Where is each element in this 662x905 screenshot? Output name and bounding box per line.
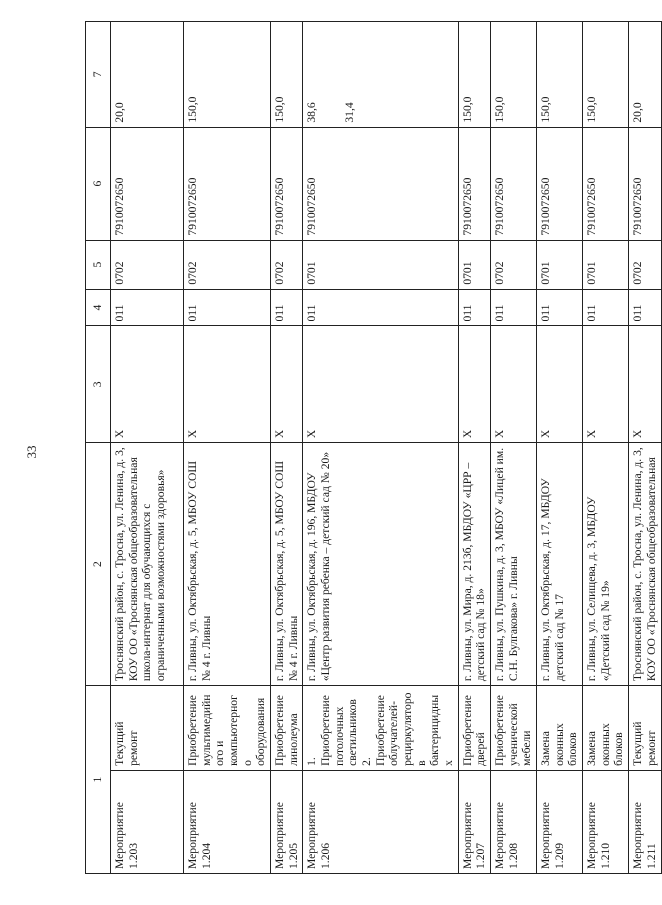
- code-cell: 7910072650: [537, 127, 583, 240]
- table-row: [537, 22, 583, 874]
- address-cell: г. Ливны, ул. Октябрьская, д. 196, МБДОУ «Центр развития ребенка – детский сад № 20»: [303, 443, 458, 686]
- table-body: [86, 22, 662, 874]
- amount-line: 150,0: [539, 96, 553, 123]
- action-line: Текущий ремонт: [631, 721, 658, 766]
- column-3-cell: Х: [458, 326, 490, 443]
- code-cell: 7910072650: [458, 127, 490, 240]
- amount-cell: [303, 22, 458, 128]
- table-row: [184, 22, 271, 874]
- action-line: Замена оконных блоков: [539, 723, 580, 766]
- action-cell: [271, 686, 303, 771]
- event-number-cell: Мероприятие 1.205: [271, 770, 303, 873]
- column-4-cell: 011: [184, 289, 271, 326]
- column-5-cell: 0701: [303, 240, 458, 289]
- column-4-cell: 011: [303, 289, 458, 326]
- code-cell: 7910072650: [583, 127, 629, 240]
- header-cell: 4: [86, 289, 111, 326]
- action-cell: [537, 686, 583, 771]
- action-cell: [629, 686, 661, 771]
- table-row: [491, 22, 537, 874]
- column-5-cell: 0701: [583, 240, 629, 289]
- amount-cell: [111, 22, 184, 128]
- amount-cell: [458, 22, 490, 128]
- action-line: Приобретение дверей: [460, 695, 488, 766]
- table-row: [629, 22, 661, 874]
- code-cell: 7910072650: [184, 127, 271, 240]
- column-5-cell: 0702: [111, 240, 184, 289]
- amount-line: 150,0: [585, 96, 599, 123]
- event-number-cell: Мероприятие 1.211: [629, 770, 661, 873]
- amount-cell: [537, 22, 583, 128]
- column-4-cell: 011: [271, 289, 303, 326]
- column-3-cell: Х: [271, 326, 303, 443]
- column-4-cell: 011: [629, 289, 661, 326]
- column-3-cell: Х: [303, 326, 458, 443]
- amount-line: 38,6: [305, 102, 319, 123]
- amount-cell: [491, 22, 537, 128]
- column-3-cell: Х: [111, 326, 184, 443]
- action-line: 1. Приобретение потолочных светильников: [305, 695, 360, 766]
- header-cell: 7: [86, 22, 111, 128]
- column-4-cell: 011: [111, 289, 184, 326]
- header-cell: 2: [86, 443, 111, 686]
- action-line: 2. Приобретение облучателей-рециркуляторов бактерицидных: [360, 692, 456, 766]
- address-cell: Троснянский район, с. Тросна, ул. Ленина, д. 3, КОУ ОО «Троснянская общеобразовательная школа-интернат для обучающихся с ограниченными возможностями здоровья»: [111, 443, 184, 686]
- address-cell: г. Ливны, ул. Пушкина, д. 3, МБОУ «Лицей им. С.Н. Булгакова» г. Ливны: [491, 443, 537, 686]
- table-row: [111, 22, 184, 874]
- address-cell: г. Ливны, ул. Мира, д. 213б, МБДОУ «ЦРР – детский сад № 18»: [458, 443, 490, 686]
- column-4-cell: 011: [537, 289, 583, 326]
- header-cell: 1: [86, 686, 111, 874]
- action-line: Текущий ремонт: [113, 721, 140, 766]
- code-cell: 7910072650: [303, 127, 458, 240]
- code-cell: 7910072650: [271, 127, 303, 240]
- amount-line: 150,0: [273, 96, 287, 123]
- column-4-cell: 011: [491, 289, 537, 326]
- event-number-cell: Мероприятие 1.208: [491, 770, 537, 873]
- column-5-cell: 0702: [184, 240, 271, 289]
- amount-cell: [583, 22, 629, 128]
- code-cell: 7910072650: [629, 127, 661, 240]
- amount-spacer: [319, 26, 343, 123]
- column-3-cell: Х: [537, 326, 583, 443]
- action-cell: [583, 686, 629, 771]
- header-cell: 3: [86, 326, 111, 443]
- amount-cell: [271, 22, 303, 128]
- amount-cell: [629, 22, 661, 128]
- amount-line: 31,4: [343, 102, 357, 123]
- event-number-cell: Мероприятие 1.210: [583, 770, 629, 873]
- column-4-cell: 011: [458, 289, 490, 326]
- address-cell: г. Ливны, ул. Октябрьская, д. 17, МБДОУ детский сад № 17: [537, 443, 583, 686]
- table-row: [303, 22, 458, 874]
- column-3-cell: Х: [629, 326, 661, 443]
- action-line: Замена оконных блоков: [585, 723, 626, 766]
- action-cell: [491, 686, 537, 771]
- column-5-cell: 0702: [629, 240, 661, 289]
- column-4-cell: 011: [583, 289, 629, 326]
- amount-line: 150,0: [460, 96, 474, 123]
- address-cell: Троснянский район, с. Тросна, ул. Ленина, д. 3, КОУ ОО «Троснянская общеобразовательная: [629, 443, 661, 686]
- action-line: Приобретение мультимедийного и компьютерного оборудования: [186, 694, 268, 766]
- event-number-cell: Мероприятие 1.204: [184, 770, 271, 873]
- amount-line: 150,0: [186, 96, 199, 123]
- column-5-cell: 0701: [458, 240, 490, 289]
- table-row: [583, 22, 629, 874]
- action-line: Приобретение линолеума: [273, 695, 300, 766]
- code-cell: 7910072650: [491, 127, 537, 240]
- action-cell: [184, 686, 271, 771]
- amount-line: 150,0: [493, 96, 507, 123]
- rotated-table-wrapper: [85, 21, 658, 874]
- table-row: [458, 22, 490, 874]
- address-cell: г. Ливны, ул. Октябрьская, д. 5, МБОУ СОШ № 4 г. Ливны: [271, 443, 303, 686]
- action-cell: [303, 686, 458, 771]
- header-cell: 5: [86, 240, 111, 289]
- event-number-cell: Мероприятие 1.206: [303, 770, 458, 873]
- event-number-cell: Мероприятие 1.207: [458, 770, 490, 873]
- table-row: [271, 22, 303, 874]
- action-cell: [111, 686, 184, 771]
- column-5-cell: 0702: [491, 240, 537, 289]
- action-cell: [458, 686, 490, 771]
- event-number-cell: Мероприятие 1.203: [111, 770, 184, 873]
- address-cell: г. Ливны, ул. Октябрьская, д. 5, МБОУ СОШ № 4 г. Ливны: [184, 443, 271, 686]
- program-events-table: [85, 21, 662, 874]
- amount-line: 20,0: [631, 102, 645, 123]
- column-3-cell: Х: [184, 326, 271, 443]
- header-row: [86, 22, 111, 874]
- code-cell: 7910072650: [111, 127, 184, 240]
- page-number: 33: [24, 445, 39, 459]
- column-3-cell: Х: [583, 326, 629, 443]
- column-3-cell: Х: [491, 326, 537, 443]
- amount-line: 20,0: [113, 102, 126, 123]
- column-5-cell: 0701: [537, 240, 583, 289]
- event-number-cell: Мероприятие 1.209: [537, 770, 583, 873]
- header-cell: 6: [86, 127, 111, 240]
- column-5-cell: 0702: [271, 240, 303, 289]
- action-line: Приобретение ученической мебели: [493, 695, 534, 766]
- address-cell: г. Ливны, ул. Селищева, д. 3, МБДОУ «Детский сад № 19»: [583, 443, 629, 686]
- amount-cell: [184, 22, 271, 128]
